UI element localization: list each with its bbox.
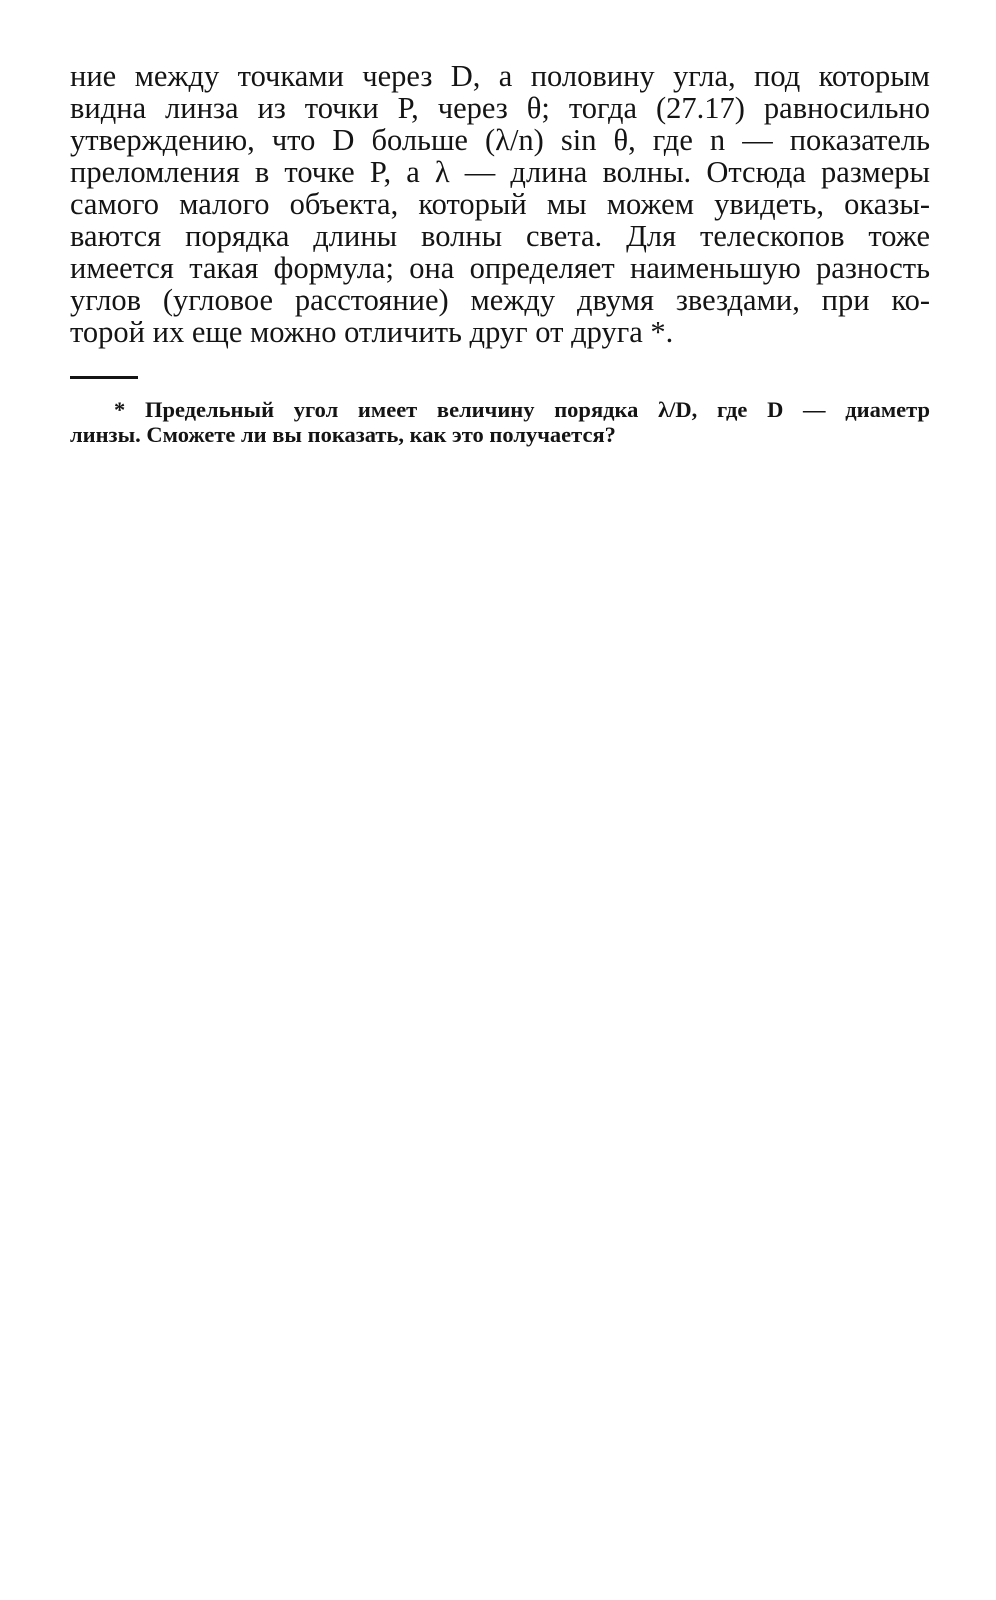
body-line: видна линза из точки P, через θ; тогда (27.17) равносильно xyxy=(70,91,930,125)
body-line: ваются порядка длины волны света. Для телескопов тоже xyxy=(70,219,930,253)
body-line: торой их еще можно отличить друг от друга *. xyxy=(70,315,674,349)
footnote-line: линзы. Сможете ли вы показать, как это получается? xyxy=(70,422,616,447)
body-line: углов (угловое расстояние) между двумя звездами, при ко- xyxy=(70,283,930,317)
footnote-line: * Предельный угол имеет величину порядка λ/D, где D — диаметр xyxy=(114,397,930,422)
body-line: самого малого объекта, который мы можем увидеть, оказы- xyxy=(70,187,930,221)
body-line: преломления в точке P, а λ — длина волны. Отсюда размеры xyxy=(70,155,930,189)
footnote-separator xyxy=(70,376,138,379)
body-paragraph xyxy=(70,60,930,348)
body-line: ние между точками через D, а половину угла, под которым xyxy=(70,59,930,93)
body-line: утверждению, что D больше (λ/n) sin θ, где n — показатель xyxy=(70,123,930,157)
footnote xyxy=(70,397,930,447)
page xyxy=(70,60,930,447)
body-line: имеется такая формула; она определяет наименьшую разность xyxy=(70,251,930,285)
